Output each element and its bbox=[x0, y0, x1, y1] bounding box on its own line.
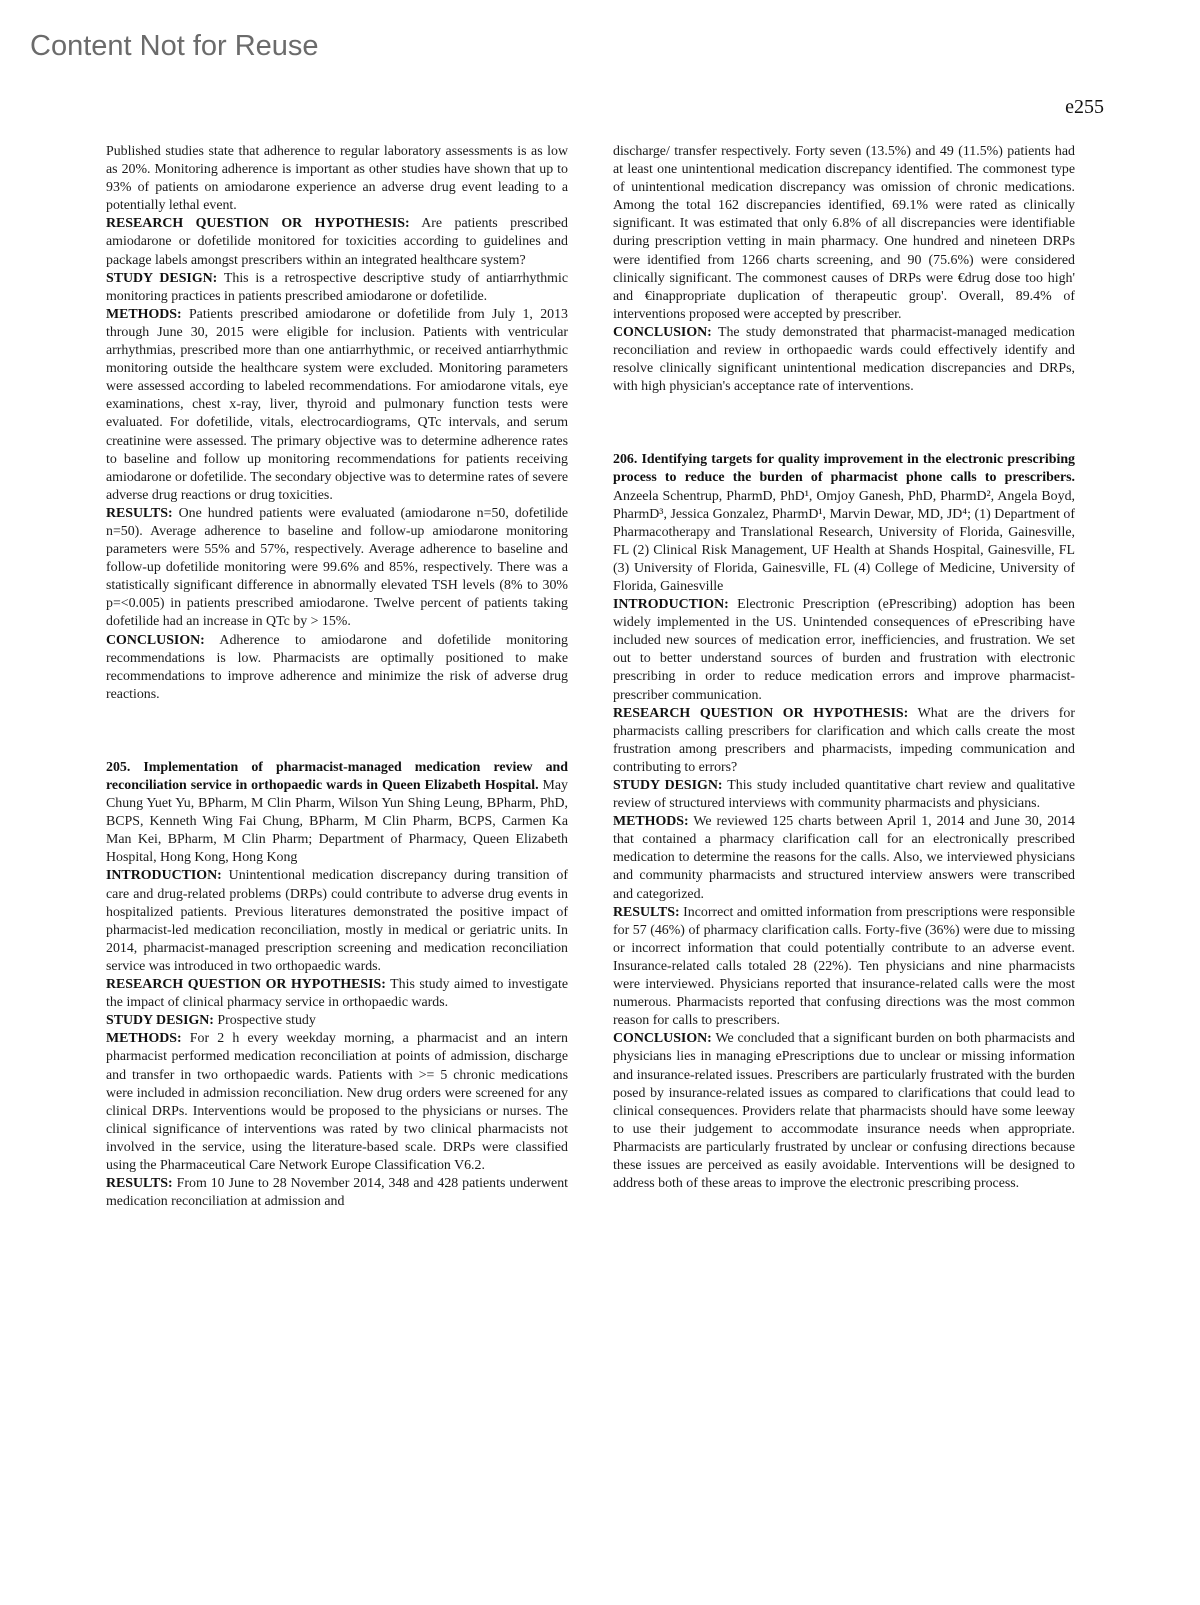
abstract-204-study-design: STUDY DESIGN: This is a retrospective descriptive study of antiarrhythmic monitoring practices in patients prescribed amiodarone or dofetilide. bbox=[106, 270, 568, 304]
abstract-205-introduction: INTRODUCTION: Unintentional medication discrepancy during transition of care and drug-related problems (DRPs) could contribute to adverse drug events in hospitalized patients. Previous literatures demonstrated the positive impact of pharmacist-led medication reconciliation, mostly in medical or geriatric units. In 2014, pharmacist-managed prescription screening and medication reconciliation service was introduced in two orthopaedic wards. bbox=[106, 868, 568, 974]
section-label: METHODS: bbox=[613, 814, 689, 830]
abstract-206-methods: METHODS: We reviewed 125 charts between April 1, 2014 and June 30, 2014 that contained a pharmacy clarification call for an electronically prescribed medication to determine the reasons for the calls. Also, we interviewed physicians and community pharmacists and structured interview answers were transcribed and categorized. bbox=[613, 814, 1075, 902]
abstract-205-results-continued: discharge/ transfer respectively. Forty seven (13.5%) and 49 (11.5%) patients had at least one unintentional medication discrepancy identified. The commonest type of unintentional medication discrepancy was omission of chronic medications. Among the total 162 discrepancies identified, 69.1% were rated as clinically significant. It was estimated that only 6.8% of all discrepancies were identifiable during prescription vetting in main pharmacy. One hundred and nineteen DRPs were identified from 1266 charts screening, and 90 (75.6%) were considered clinically significant. The commonest causes of DRPs were €drug dose too high' and €inappropriate duplication of therapeutic group'. Overall, 89.4% of interventions proposed were accepted by prescriber. bbox=[613, 144, 1075, 322]
right-column bbox=[613, 143, 1075, 1193]
abstract-separator bbox=[613, 396, 1075, 451]
section-label: STUDY DESIGN: bbox=[613, 778, 723, 793]
left-column bbox=[106, 143, 568, 1211]
section-label: RESEARCH QUESTION OR HYPOTHESIS: bbox=[106, 977, 386, 993]
abstract-206-results: RESULTS: Incorrect and omitted information from prescriptions were responsible for 57 (46%) of pharmacy clarification calls. Forty-five (36%) were due to missing or incorrect information that could potentially contribute to an adverse event. Insurance-related calls totaled 28 (22%). Ten physicians and nine pharmacists were interviewed. Physicians reported that insurance-related calls were the most numerous. Pharmacists reported that confusing directions was the most common reason for calls to prescribers. bbox=[613, 904, 1075, 1029]
abstract-204-results: RESULTS: One hundred patients were evaluated (amiodarone n=50, dofetilide n=50). Average adherence to baseline and follow-up amiodarone monitoring parameters were 55% and 57%, respectively. Average adherence to baseline and follow-up dofetilide monitoring were 99.6% and 85%, respectively. There was a statistically significant difference in abnormally elevated TSH levels (8% to 30% p=<0.005) in patients prescribed amiodarone. Twelve percent of patients taking dofetilide had an increase in QTc by > 15%. bbox=[106, 505, 568, 630]
page-number: e255 bbox=[1065, 96, 1104, 118]
abstract-206-study-design: STUDY DESIGN: This study included quantitative chart review and qualitative review of structured interviews with community pharmacists and physicians. bbox=[613, 778, 1075, 812]
section-label: RESEARCH QUESTION OR HYPOTHESIS: bbox=[613, 705, 909, 721]
section-label: RESULTS: bbox=[613, 904, 680, 920]
abstract-205-methods: METHODS: For 2 h every weekday morning, a pharmacist and an intern pharmacist performed medication reconciliation at points of admission, discharge and transfer in two orthopaedic wards. Patients with >= 5 chronic medications were included in admission reconciliation. New drug orders were screened for any clinical DRPs. Interventions would be proposed to the physicians or nurses. The clinical significance of interventions was rated by two clinical pharmacists not involved in the service, using the literature-based scale. DRPs were classified using the Pharmaceutical Care Network Europe Classification V6.2. bbox=[106, 1031, 568, 1173]
section-label: CONCLUSION: bbox=[613, 324, 712, 340]
section-label: CONCLUSION: bbox=[106, 632, 205, 648]
section-label: INTRODUCTION: bbox=[613, 597, 729, 613]
abstract-205-study-design: STUDY DESIGN: Prospective study bbox=[106, 1013, 316, 1029]
abstract-205-conclusion: CONCLUSION: The study demonstrated that pharmacist-managed medication reconciliation and review in orthopaedic wards could effectively identify and resolve clinically significant unintentional medication discrepancies and DRPs, with high physician's acceptance rate of interventions. bbox=[613, 324, 1075, 395]
abstract-205-authors: May Chung Yuet Yu, BPharm, M Clin Pharm, Wilson Yun Shing Leung, BPharm, PhD, BCPS, Kenneth Wing Fai Chung, BPharm, M Clin Pharm, BCPS, Carmen Ka Man Kei, BPharm, M Clin Pharm; Department of Pharmacy, Queen Elizabeth Hospital, Hong Kong, Hong Kong bbox=[106, 778, 568, 866]
abstract-205-research-question: RESEARCH QUESTION OR HYPOTHESIS: This study aimed to investigate the impact of clinical pharmacy service in orthopaedic wards. bbox=[106, 977, 569, 1011]
abstract-204-background: Published studies state that adherence to regular laboratory assessments is as low as 20%. Monitoring adherence is important as other studies have shown that up to 93% of patients on amiodarone experience an adverse drug event leading to a potentially lethal event. bbox=[106, 144, 568, 214]
abstract-separator bbox=[106, 704, 568, 759]
section-label: METHODS: bbox=[106, 1031, 182, 1047]
section-label: RESULTS: bbox=[106, 1176, 173, 1192]
abstract-206-heading bbox=[613, 451, 1075, 596]
section-label: STUDY DESIGN: bbox=[106, 270, 218, 286]
section-label: METHODS: bbox=[106, 306, 182, 322]
section-label: CONCLUSION: bbox=[613, 1031, 712, 1047]
section-label: INTRODUCTION: bbox=[106, 868, 222, 884]
abstract-206-introduction: INTRODUCTION: Electronic Prescription (ePrescribing) adoption has been widely implemented in the US. Unintended consequences of ePrescribing have included new sources of medication error, inefficiencies, and frustration. We set out to better understand sources of burden and frustration with electronic prescribing in order to reduce medication errors and improve pharmacist-prescriber communication. bbox=[613, 597, 1075, 703]
abstract-205-heading bbox=[106, 759, 568, 868]
section-label: RESULTS: bbox=[106, 505, 173, 521]
section-label: RESEARCH QUESTION OR HYPOTHESIS: bbox=[106, 216, 410, 232]
abstract-204-research-question: RESEARCH QUESTION OR HYPOTHESIS: Are patients prescribed amiodarone or dofetilide monitored for toxicities according to guidelines and package labels amongst prescribers within an integrated healthcare system? bbox=[106, 216, 568, 268]
abstract-206-research-question: RESEARCH QUESTION OR HYPOTHESIS: What are the drivers for pharmacists calling prescribers for clarification and which calls create the most frustration among prescribers and pharmacists, impeding communication and contributing to errors? bbox=[613, 705, 1076, 775]
section-label: STUDY DESIGN: bbox=[106, 1013, 214, 1029]
abstract-204-methods: METHODS: Patients prescribed amiodarone or dofetilide from July 1, 2013 through June 30, 2015 were eligible for inclusion. Patients with ventricular arrhythmias, prescribed more than one antiarrhythmic, or received antiarrhythmic monitoring outside the healthcare system were excluded. Monitoring parameters were assessed according to labeled recommendations. For amiodarone vitals, eye examinations, chest x-ray, liver, thyroid and pulmonary function tests were evaluated. For dofetilide, vitals, electrocardiograms, QTc intervals, and serum creatinine were assessed. The primary objective was to determine adherence rates to baseline and follow up monitoring recommendations for patients receiving amiodarone or dofetilide. The secondary objective was to determine rates of severe adverse drug reactions or drug toxicities. bbox=[106, 306, 568, 503]
abstract-206-title: 206. Identifying targets for quality improvement in the electronic prescribing process to reduce the burden of pharmacist phone calls to prescribers. bbox=[613, 452, 1075, 486]
abstract-206-authors: Anzeela Schentrup, PharmD, PhD¹, Omjoy Ganesh, PhD, PharmD², Angela Boyd, PharmD³, Jessica Gonzalez, PharmD¹, Marvin Dewar, MD, JD⁴; (1) Department of Pharmacotherapy and Translational Research, University of Florida, Gainesville, FL (2) Clinical Risk Management, UF Health at Shands Hospital, Gainesville, FL (3) University of Florida, Gainesville, FL (4) College of Medicine, University of Florida, Gainesville bbox=[613, 488, 1075, 594]
abstract-206-conclusion: CONCLUSION: We concluded that a significant burden on both pharmacists and physicians lies in managing ePrescriptions due to unclear or missing information and insurance-related issues. Prescribers are particularly frustrated with the burden posed by insurance-related issues as compared to clarifications that could lead to clinical consequences. Providers relate that pharmacists should have some leeway to use their judgement to accommodate insurance needs when appropriate. Pharmacists are particularly frustrated by unclear or confusing directions because these issues are perceived as easily avoidable. Interventions will be designed to address both of these areas to improve the electronic prescribing process. bbox=[613, 1031, 1075, 1192]
abstract-205-results: RESULTS: From 10 June to 28 November 2014, 348 and 428 patients underwent medication reconciliation at admission and bbox=[106, 1176, 568, 1210]
abstract-205-title: 205. Implementation of pharmacist-managed medication review and reconciliation service in orthopaedic wards in Queen Elizabeth Hospital. bbox=[106, 759, 568, 793]
abstract-204-conclusion: CONCLUSION: Adherence to amiodarone and dofetilide monitoring recommendations is low. Pharmacists are optimally positioned to make recommendations to improve adherence and minimize the risk of adverse drug reactions. bbox=[106, 632, 568, 702]
watermark: Content Not for Reuse bbox=[30, 30, 319, 62]
